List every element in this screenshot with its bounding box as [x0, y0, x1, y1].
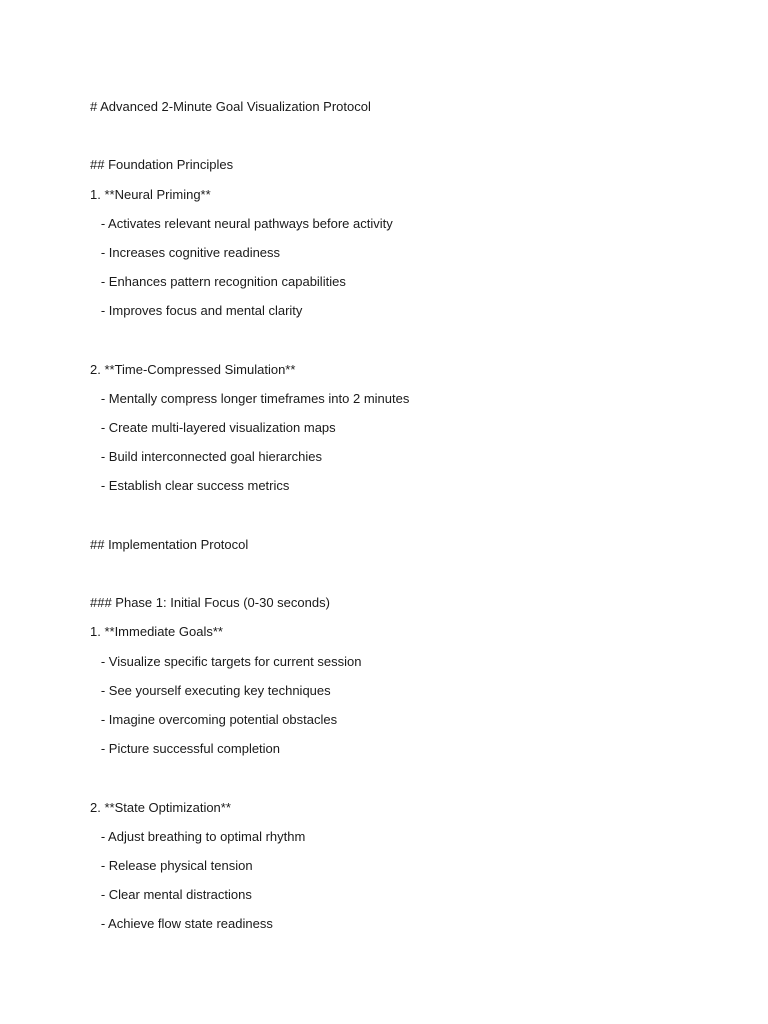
bullet-item: - Release physical tension: [90, 857, 253, 873]
bullet-item: - Achieve flow state readiness: [90, 916, 273, 932]
bullet-item: - Increases cognitive readiness: [90, 244, 281, 260]
bullet-item: - Build interconnected goal hierarchies: [90, 449, 322, 465]
bullet-item: - Imagine overcoming potential obstacles: [90, 711, 338, 727]
list-item-immediate-goals: 1. **Immediate Goals**: [90, 624, 223, 640]
blank-line: [90, 501, 710, 530]
bullet-item: - Create multi-layered visualization maps: [90, 420, 336, 436]
subsection-heading-phase-1: ### Phase 1: Initial Focus (0-30 seconds): [90, 595, 330, 611]
list-item-time-compressed: 2. **Time-Compressed Simulation**: [90, 361, 296, 377]
list-item-state-optimization: 2. **State Optimization**: [90, 799, 231, 815]
bullet-item: - Picture successful completion: [90, 741, 281, 757]
bullet-item: - Adjust breathing to optimal rhythm: [90, 828, 306, 844]
list-item-neural-priming: 1. **Neural Priming**: [90, 186, 211, 202]
bullet-item: - Clear mental distractions: [90, 887, 252, 903]
document-body: [90, 92, 710, 938]
bullet-item: - See yourself executing key techniques: [90, 682, 331, 698]
bullet-item: - Activates relevant neural pathways before activity: [90, 215, 393, 231]
blank-line: [90, 763, 710, 792]
bullet-item: - Establish clear success metrics: [90, 478, 290, 494]
bullet-item: - Visualize specific targets for current session: [90, 653, 362, 669]
bullet-item: - Mentally compress longer timeframes into 2 minutes: [90, 390, 410, 406]
bullet-item: - Enhances pattern recognition capabilities: [90, 274, 346, 290]
section-heading-foundation: ## Foundation Principles: [90, 157, 234, 173]
bullet-item: - Improves focus and mental clarity: [90, 303, 303, 319]
blank-line: [90, 121, 710, 150]
section-heading-implementation: ## Implementation Protocol: [90, 536, 249, 552]
blank-line: [90, 559, 710, 588]
blank-line: [90, 326, 710, 355]
document-title: # Advanced 2-Minute Goal Visualization Protocol: [90, 99, 371, 114]
